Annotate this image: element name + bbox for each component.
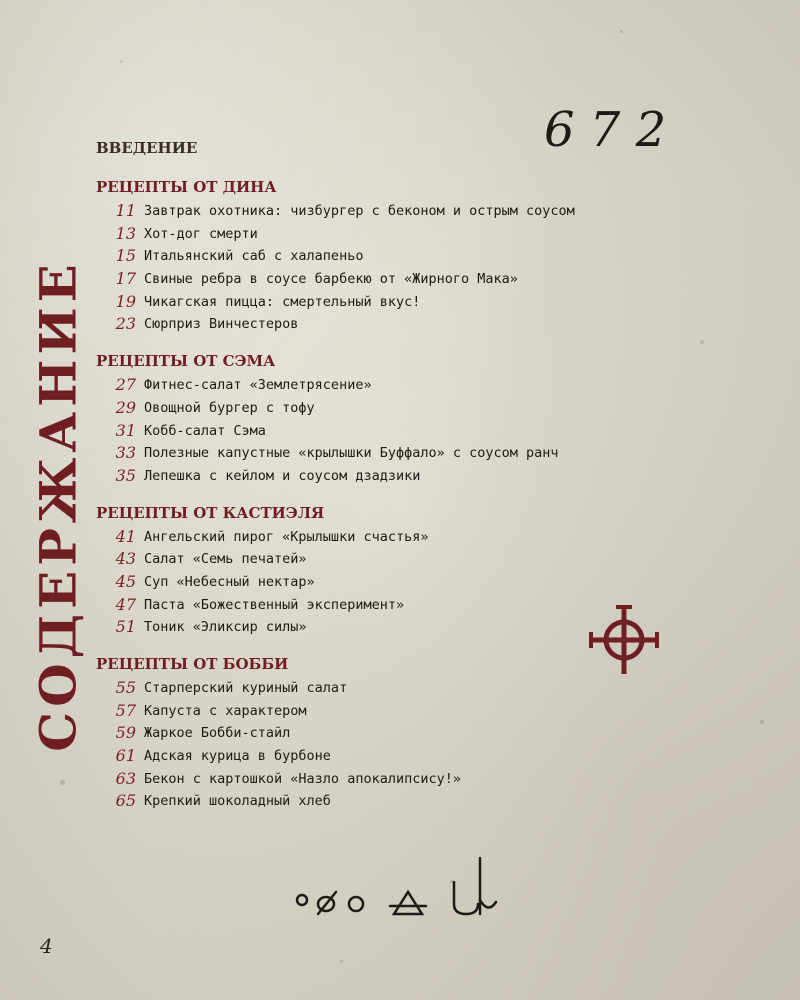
table-of-contents xyxy=(96,134,716,813)
page-folio: 4 xyxy=(40,934,53,958)
recipe-title: Полезные капустные «крылышки Буффало» с соусом ранч xyxy=(144,445,559,462)
page-number: 55 xyxy=(115,678,136,697)
page-number: 35 xyxy=(115,465,136,485)
page-number: 15 xyxy=(115,246,136,266)
toc-entry[interactable] xyxy=(96,745,716,768)
toc-entry[interactable] xyxy=(96,526,716,549)
page-number: 27 xyxy=(115,375,136,395)
paper-speck xyxy=(60,780,65,785)
recipe-title: Капуста с характером xyxy=(144,702,307,719)
toc-entry[interactable] xyxy=(96,768,716,791)
intro-entry[interactable]: ВВЕДЕНИЕ xyxy=(96,139,198,157)
page-number: 51 xyxy=(115,617,136,637)
toc-entry[interactable] xyxy=(96,465,716,488)
page-number: 47 xyxy=(115,594,136,614)
recipe-title: Паста «Божественный эксперимент» xyxy=(144,596,405,613)
toc-entry[interactable] xyxy=(96,200,716,223)
page-number: 29 xyxy=(115,397,136,417)
paper-speck xyxy=(120,60,123,63)
paper-speck xyxy=(760,720,764,724)
recipe-title: Адская курица в бурбоне xyxy=(144,748,331,765)
toc-entry[interactable] xyxy=(96,722,716,745)
recipe-title: Крепкий шоколадный хлеб xyxy=(144,793,331,810)
page-number: 13 xyxy=(115,223,136,243)
page-number: 65 xyxy=(115,791,136,811)
recipe-title: Бекон с картошкой «Назло апокалипсису!» xyxy=(144,770,461,787)
recipe-title: Сюрприз Винчестеров xyxy=(144,316,299,333)
toc-entry[interactable] xyxy=(96,397,716,420)
toc-entry[interactable] xyxy=(96,313,716,336)
occult-symbols-icon xyxy=(290,852,510,922)
occult-cross-icon xyxy=(588,604,660,676)
toc-entry[interactable] xyxy=(96,420,716,443)
recipe-title: Тоник «Эликсир силы» xyxy=(144,619,307,636)
section-title[interactable]: РЕЦЕПТЫ ОТ КАСТИЭЛЯ xyxy=(96,503,325,522)
page-number: 59 xyxy=(115,723,136,743)
page-number: 33 xyxy=(115,443,136,463)
toc-entry[interactable] xyxy=(96,291,716,314)
page-number: 19 xyxy=(115,291,136,311)
recipe-title: Овощной бургер с тофу xyxy=(144,399,315,416)
toc-entry[interactable] xyxy=(96,374,716,397)
page-number: 17 xyxy=(115,269,136,289)
recipe-title: Ангельский пирог «Крылышки счастья» xyxy=(144,528,429,545)
page-number: 11 xyxy=(115,201,136,220)
recipe-title: Лепешка с кейлом и соусом дзадзики xyxy=(144,467,421,484)
toc-entry[interactable] xyxy=(96,677,716,700)
recipe-title: Суп «Небесный нектар» xyxy=(144,573,315,590)
contents-heading xyxy=(26,258,90,752)
recipe-title: Итальянский саб с халапеньо xyxy=(144,248,364,265)
toc-entry[interactable] xyxy=(96,268,716,291)
recipe-title: Салат «Семь печатей» xyxy=(144,551,307,568)
section-title[interactable]: РЕЦЕПТЫ ОТ ДИНА xyxy=(96,178,277,196)
handwritten-numbers-text: 6 7 2 xyxy=(544,102,667,158)
page-number: 43 xyxy=(115,549,136,569)
paper-speck xyxy=(620,30,623,33)
recipe-title: Кобб-салат Сэма xyxy=(144,422,266,439)
page-number: 45 xyxy=(115,571,136,591)
toc-entry[interactable] xyxy=(96,571,716,594)
page-number: 57 xyxy=(115,700,136,720)
paper-speck xyxy=(340,960,343,963)
section-dean xyxy=(96,174,716,336)
page-number: 61 xyxy=(115,746,136,766)
toc-entry[interactable] xyxy=(96,790,716,813)
recipe-title: Старперский куриный салат xyxy=(144,680,348,696)
toc-entry[interactable] xyxy=(96,223,716,246)
section-sam xyxy=(96,348,716,487)
recipe-title: Завтрак охотника: чизбургер с беконом и острым соусом xyxy=(144,203,575,219)
page-number: 23 xyxy=(115,314,136,334)
toc-entry[interactable] xyxy=(96,700,716,723)
contents-heading-text: СОДЕРЖАНИЕ xyxy=(28,258,88,752)
recipe-title: Свиные ребра в соусе барбекю от «Жирного Мака» xyxy=(144,271,518,288)
page-number: 31 xyxy=(115,420,136,440)
page-number: 41 xyxy=(115,526,136,546)
recipe-title: Фитнес-салат «Землетрясение» xyxy=(144,377,372,394)
toc-entry[interactable] xyxy=(96,245,716,268)
section-title[interactable]: РЕЦЕПТЫ ОТ БОББИ xyxy=(96,655,289,673)
recipe-title: Хот-дог смерти xyxy=(144,225,258,242)
toc-entry[interactable] xyxy=(96,548,716,571)
section-title[interactable]: РЕЦЕПТЫ ОТ СЭМА xyxy=(96,352,276,371)
page-number: 63 xyxy=(115,768,136,788)
recipe-title: Чикагская пицца: смертельный вкус! xyxy=(144,293,421,310)
toc-entry[interactable] xyxy=(96,442,716,465)
recipe-title: Жаркое Бобби-стайл xyxy=(144,725,291,742)
